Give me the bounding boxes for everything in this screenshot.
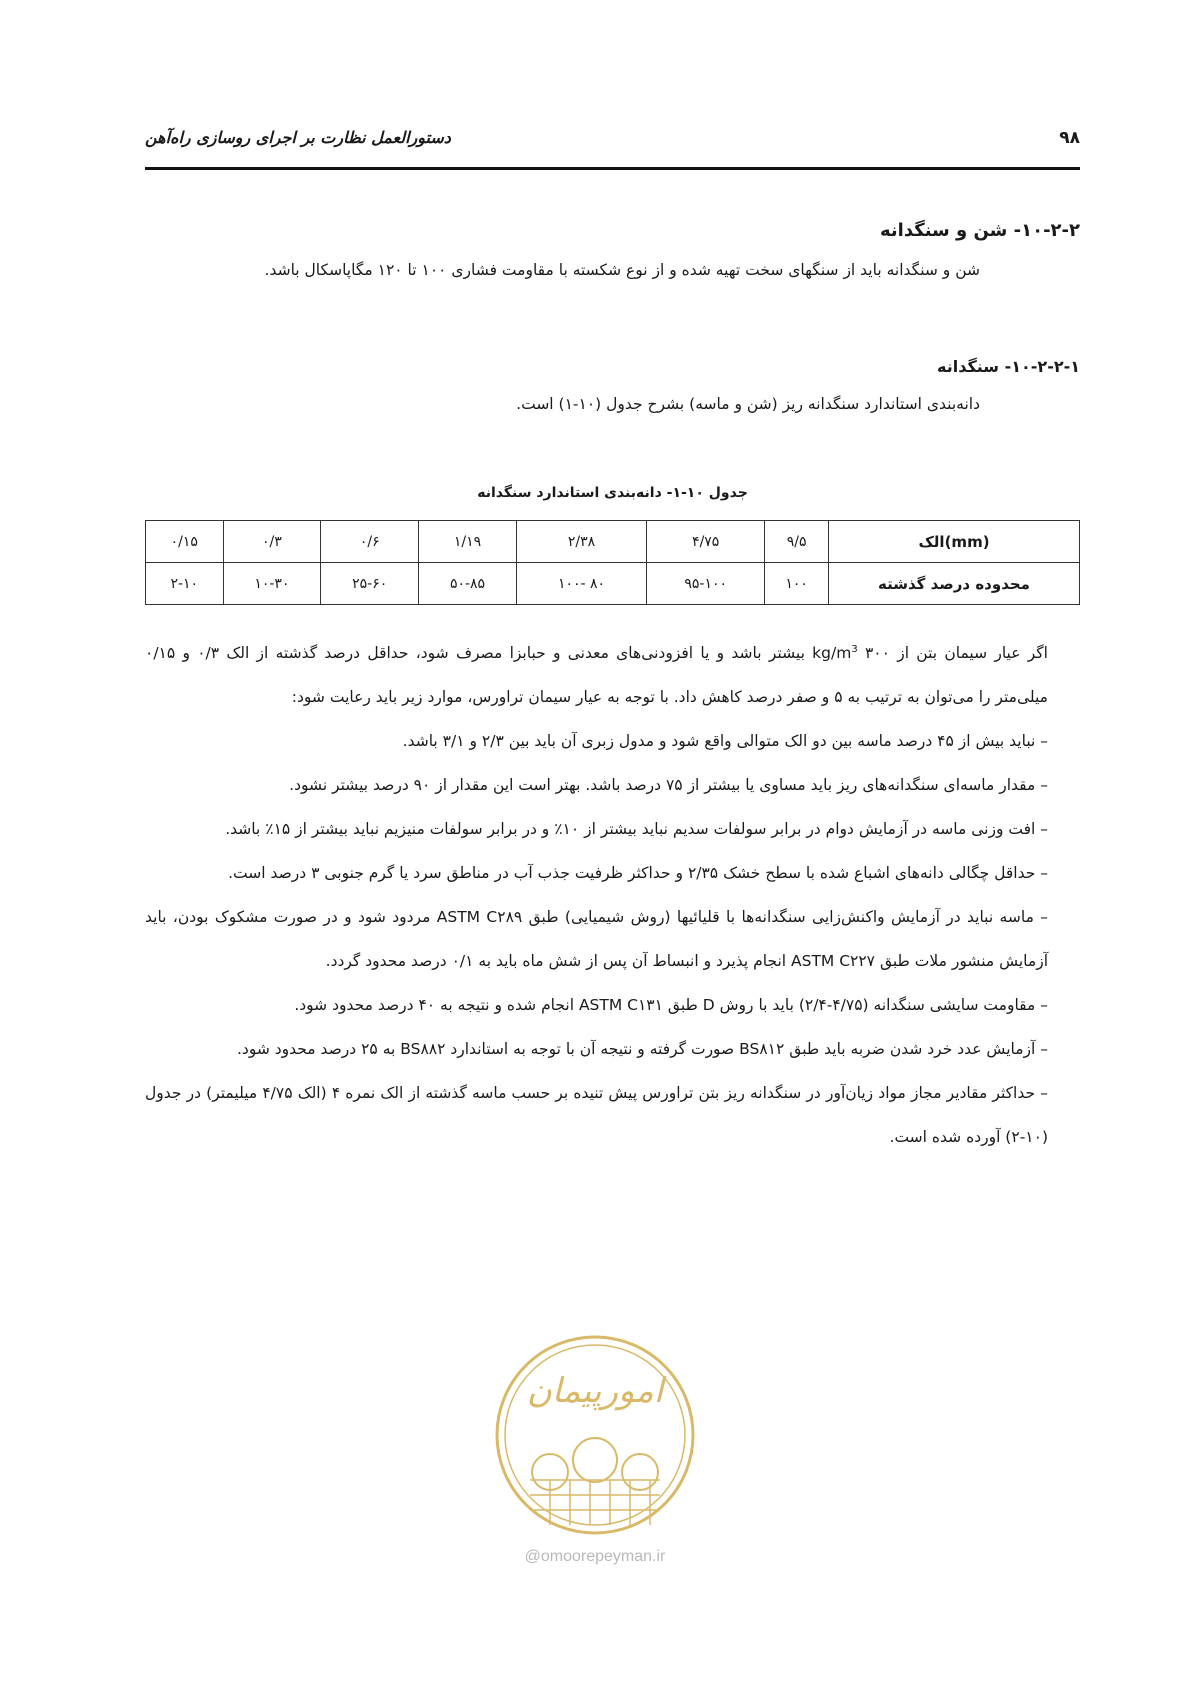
passing-cell: ۲۵-۶۰: [321, 563, 419, 605]
watermark-ring: [497, 1337, 693, 1533]
sieve-cell: ۰/۳: [223, 521, 321, 563]
bullet-item: – آزمایش عدد خرد شدن ضربه باید طبق BS۸۱۲ صورت گرفته و نتیجه آن با توجه به استاندارد BS۸۸۲ به ۲۵ درصد محدود شود.: [236, 1040, 1048, 1059]
section-intro: شن و سنگدانه باید از سنگهای سخت تهیه شده و از نوع شکسته با مقاومت فشاری ۱۰۰ تا ۱۲۰ مگاپاسکال باشد.: [264, 261, 980, 279]
sieve-cell: ۰/۱۵: [146, 521, 224, 563]
bullet-item: – نباید بیش از ۴۵ درصد ماسه بین دو الک متوالی واقع شود و مدول زبری آن باید بین ۲/۳ و ۳/۱ باشد.: [402, 732, 1048, 751]
subsection-intro: دانه‌بندی استاندارد سنگدانه ریز (شن و ماسه) بشرح جدول (۱۰-۱) است.: [516, 395, 980, 413]
gradation-table: [145, 520, 1080, 605]
bullet-item: – مقدار ماسه‌ای سنگدانه‌های ریز باید مساوی یا بیشتر از ۷۵ درصد باشد. بهتر است این مقدار از ۹۰ درصد بیشتر نشود.: [289, 776, 1048, 795]
bullet-item: – مقاومت سایشی سنگدانه (۴/۷۵-۲/۴) باید با روش D طبق ASTM C۱۳۱ انجام شده و نتیجه به ۴۰ درصد محدود شود.: [294, 996, 1048, 1015]
passing-cell: ۱۰۰: [765, 563, 829, 605]
passing-cell: ۸۰ -۱۰۰: [516, 563, 646, 605]
svg-text:امورپیمان: امورپیمان: [526, 1371, 664, 1411]
watermark-url: @omoorepeyman.ir: [524, 1548, 666, 1565]
row-header-sieve: الک(mm): [829, 521, 1080, 563]
running-title: دستورالعمل نظارت بر اجرای روسازی راه‌آهن: [145, 128, 451, 147]
sieve-cell: ۱/۱۹: [419, 521, 517, 563]
passing-cell: ۹۵-۱۰۰: [647, 563, 765, 605]
row-header-passing: محدوده درصد گذشته: [829, 563, 1080, 605]
body-paragraph: اگر عیار سیمان بتن از ۳۰۰ $kg/m^3$ بیشتر باشد و یا افزودنی‌های معدنی و حبابزا مصرف شود، حداقل درصد گذشته از الک ۰/۳ و ۰/۱۵ میلی‌متر را می‌توان به ترتیب به ۵ و صفر درصد کاهش داد. با توجه به عیار سیمان تراورس، موارد زیر باید رعایت شود:: [145, 644, 1048, 707]
page-header: [145, 128, 1080, 162]
table-row-passing: [146, 563, 1080, 605]
page-number: ۹۸: [1059, 128, 1080, 148]
gear-icon: [573, 1438, 617, 1482]
sieve-cell: ۲/۳۸: [516, 521, 646, 563]
passing-cell: ۲-۱۰: [146, 563, 224, 605]
table-row-sieves: [146, 521, 1080, 563]
bullet-item: – حداکثر مقادیر مجاز مواد زیان‌آور در سنگدانه ریز بتن تراورس پیش تنیده بر حسب ماسه گذشته از الک نمره ۴ (الک ۴/۷۵ میلیمتر) در جدول (۱۰-۲) آورده شده است.: [145, 1084, 1048, 1147]
watermark-logo: [490, 1330, 700, 1550]
section-heading: ۱۰-۲-۲- شن و سنگدانه: [879, 220, 1080, 241]
passing-cell: ۱۰-۳۰: [223, 563, 321, 605]
subsection-heading: ۱۰-۲-۲-۱- سنگدانه: [937, 357, 1080, 376]
sieve-cell: ۰/۶: [321, 521, 419, 563]
header-divider: [145, 167, 1080, 170]
passing-cell: ۵۰-۸۵: [419, 563, 517, 605]
body-text: [145, 628, 1080, 1159]
gear-icon: [622, 1454, 658, 1490]
sieve-cell: ۹/۵: [765, 521, 829, 563]
sieve-cell: ۴/۷۵: [647, 521, 765, 563]
table-caption: جدول ۱۰-۱- دانه‌بندی استاندارد سنگدانه: [477, 485, 748, 501]
bullet-item: – ماسه نباید در آزمایش واکنش‌زایی سنگدانه‌ها با قلیائیها (روش شیمیایی) طبق ASTM C۲۸۹ مردود شود و در صورت مشکوک بودن، باید آزمایش منشور ملات طبق ASTM C۲۲۷ انجام پذیرد و انبساط آن پس از شش ماه باید به ۰/۱ درصد محدود گردد.: [145, 908, 1048, 971]
bullet-item: – افت وزنی ماسه در آزمایش دوام در برابر سولفات سدیم نباید بیشتر از ۱۰٪ و در برابر سولفات منیزیم نباید بیشتر از ۱۵٪ باشد.: [225, 820, 1048, 839]
bullet-item: – حداقل چگالی دانه‌های اشباع شده با سطح خشک ۲/۳۵ و حداکثر ظرفیت جذب آب در مناطق سرد یا گرم جنوبی ۳ درصد است.: [228, 864, 1048, 883]
